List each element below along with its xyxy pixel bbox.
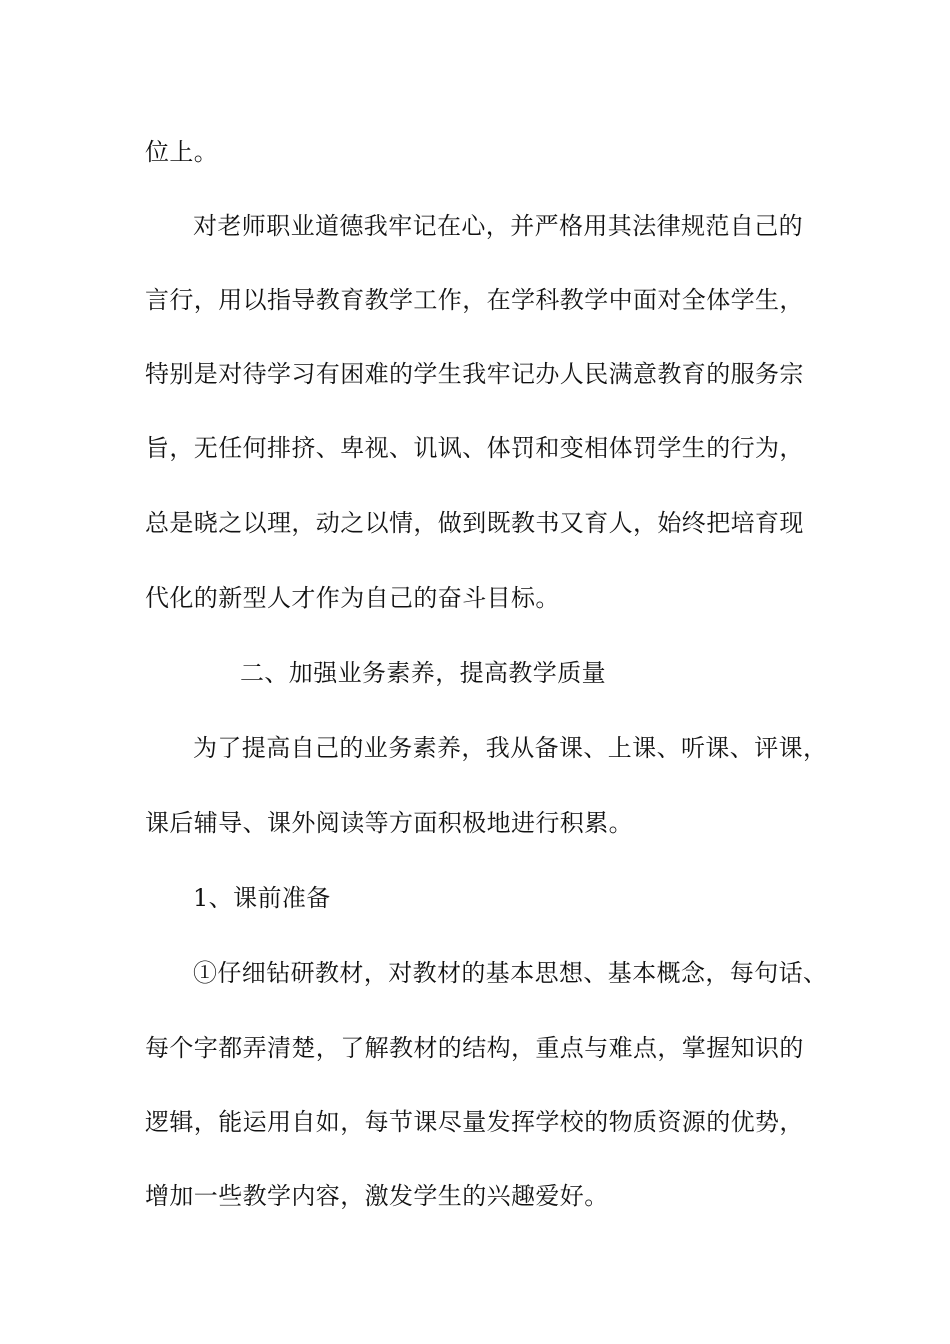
text-line: 位上。 bbox=[145, 138, 219, 166]
text-line: 代化的新型人才作为自己的奋斗目标。 bbox=[145, 584, 560, 612]
section-heading: 二、加强业务素养，提高教学质量 bbox=[240, 659, 606, 687]
paragraph-line: 为了提高自己的业务素养，我从备课、上课、听课、评课， bbox=[193, 734, 828, 762]
text-line: 言行，用以指导教育教学工作，在学科教学中面对全体学生， bbox=[145, 286, 804, 314]
text-line: 增加一些教学内容，激发学生的兴趣爱好。 bbox=[145, 1182, 609, 1210]
text-line: 特别是对待学习有困难的学生我牢记办人民满意教育的服务宗 bbox=[145, 360, 804, 388]
text-line: 总是晓之以理，动之以情，做到既教书又育人，始终把培育现 bbox=[145, 509, 804, 537]
text-line: 逻辑，能运用自如，每节课尽量发挥学校的物质资源的优势， bbox=[145, 1108, 804, 1136]
paragraph-line: 对老师职业道德我牢记在心，并严格用其法律规范自己的 bbox=[193, 212, 803, 240]
text-line: 课后辅导、课外阅读等方面积极地进行积累。 bbox=[145, 809, 633, 837]
text-line: 每个字都弄清楚，了解教材的结构，重点与难点，掌握知识的 bbox=[145, 1034, 804, 1062]
subsection-heading: 1、课前准备 bbox=[193, 884, 331, 912]
paragraph-line: ①仔细钻研教材，对教材的基本思想、基本概念，每句话、 bbox=[193, 959, 828, 987]
text-line: 旨，无任何排挤、卑视、讥讽、体罚和变相体罚学生的行为， bbox=[145, 434, 804, 462]
